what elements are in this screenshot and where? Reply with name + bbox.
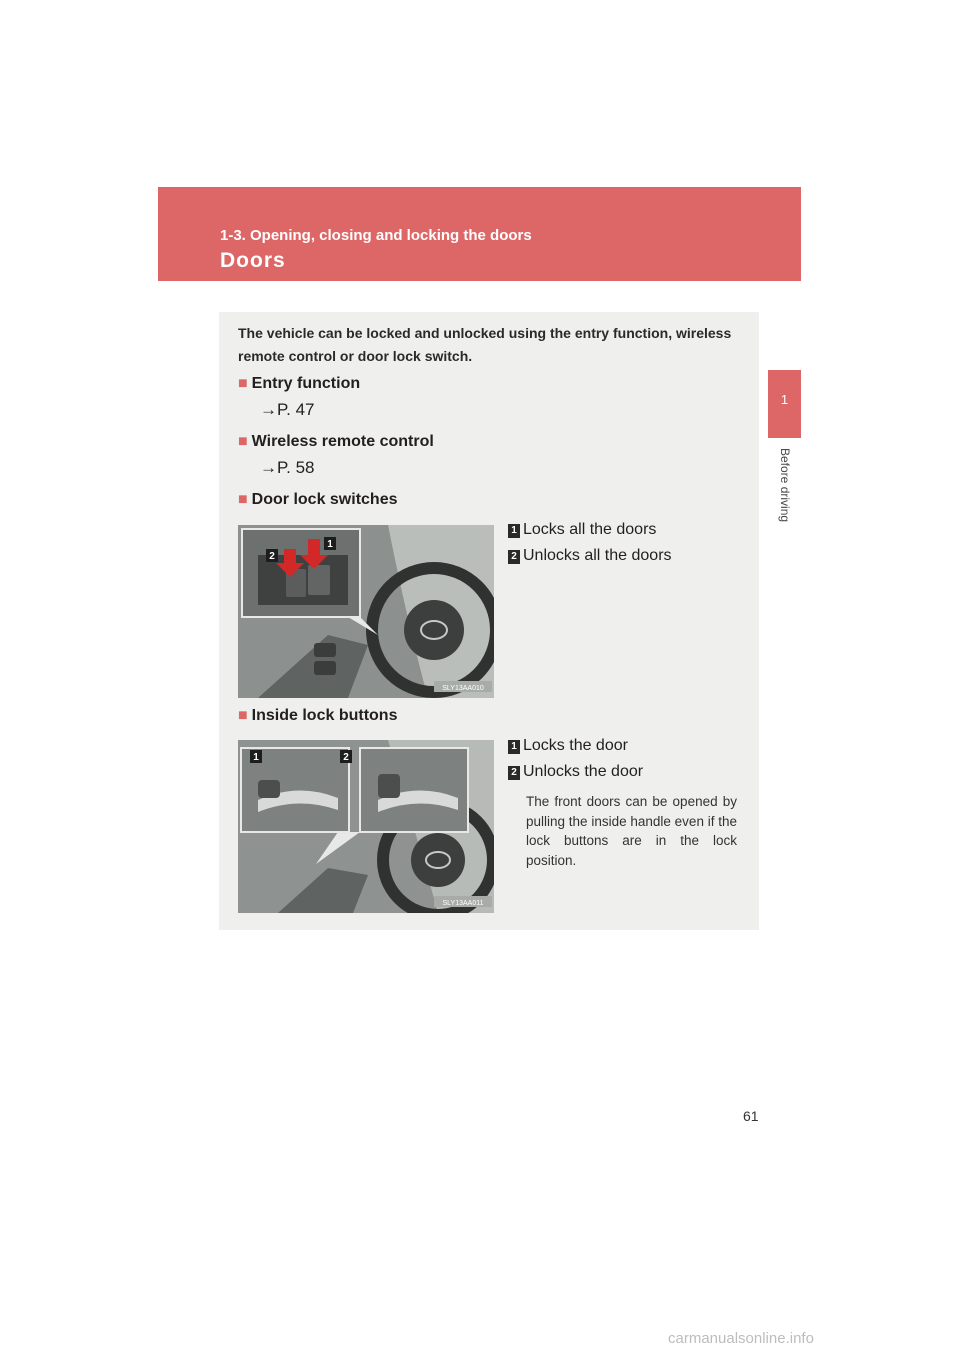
image-code: SLY13AA011 (442, 900, 484, 907)
chapter-number: 1 (780, 392, 789, 407)
door-lock-switch-illustration (238, 525, 494, 698)
list-item: 1 Locks all the doors (508, 521, 656, 539)
number-badge: 1 (508, 524, 520, 538)
heading-inside-lock-buttons: ■ Inside lock buttons (238, 707, 398, 724)
list-item: 2 Unlocks the door (508, 763, 643, 781)
chapter-label-text: Before driving (778, 448, 792, 523)
square-bullet-icon: ■ (238, 433, 248, 450)
image-code: SLY13AA010 (442, 685, 484, 692)
chapter-tab[interactable] (768, 370, 801, 438)
footer-watermark: carmanualsonline.info (668, 1330, 814, 1347)
intro-text: The vehicle can be locked and unlocked using the entry function, wireless remote control or door lock switch. (238, 325, 732, 364)
note-text: The front doors can be opened by pulling the inside handle even if the lock buttons are in the lock position. (526, 794, 737, 868)
section-title: 1-3. Opening, closing and locking the doors (220, 227, 532, 244)
page-reference-link[interactable]: →P. 47 (260, 400, 315, 419)
heading-door-lock-switches: ■ Door lock switches (238, 491, 398, 508)
square-bullet-icon: ■ (238, 707, 248, 724)
callout-2: 2 (269, 551, 275, 562)
inside-lock-button-illustration (238, 740, 494, 913)
square-bullet-icon: ■ (238, 375, 248, 392)
callout-1: 1 (253, 752, 259, 763)
chapter-header-bar (158, 187, 801, 281)
square-bullet-icon: ■ (238, 491, 248, 508)
heading-wireless-remote: ■ Wireless remote control (238, 433, 434, 450)
page-number: 61 (743, 1108, 759, 1124)
list-item: 2 Unlocks all the doors (508, 547, 672, 565)
callout-2: 2 (343, 752, 349, 763)
list-item: 1 Locks the door (508, 737, 628, 755)
number-badge: 1 (508, 740, 520, 754)
heading-entry-function: ■ Entry function (238, 375, 361, 392)
chapter-label (770, 448, 800, 548)
page-reference-link[interactable]: →P. 58 (260, 458, 315, 477)
content-panel (219, 312, 759, 930)
number-badge: 2 (508, 766, 520, 780)
page-title: Doors (220, 249, 286, 272)
callout-1: 1 (327, 539, 333, 550)
number-badge: 2 (508, 550, 520, 564)
